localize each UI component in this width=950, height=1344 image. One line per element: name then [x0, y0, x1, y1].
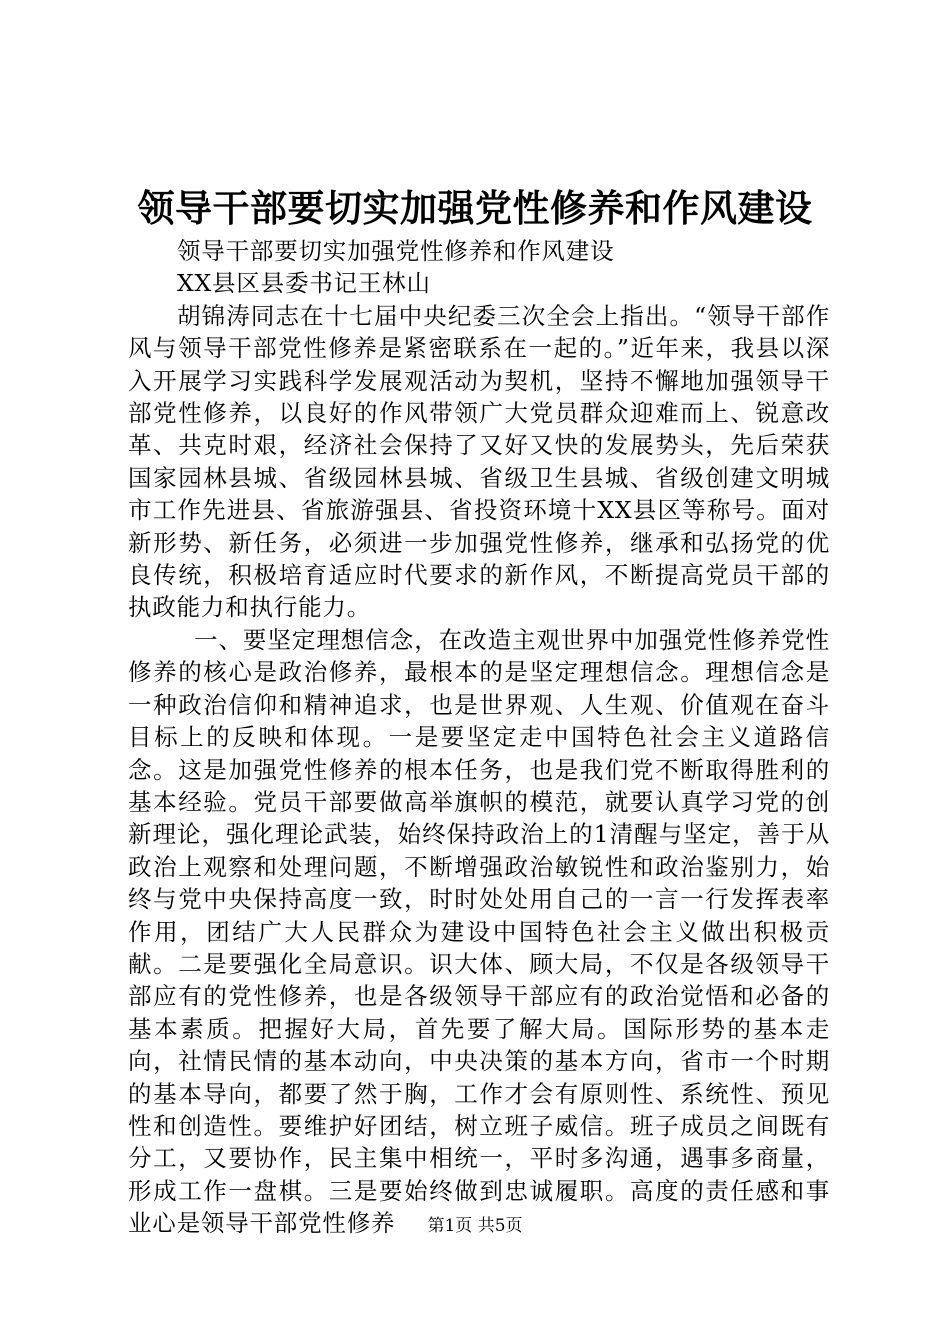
document-body — [128, 235, 830, 1240]
document-subtitle: 领导干部要切实加强党性修养和作风建设 — [177, 237, 615, 265]
body-paragraph-section-one: 一、要坚定理想信念，在改造主观世界中加强党性修养党性修养的核心是政治修养，最根本的是坚定理想信念。理想信念是一种政治信仰和精神追求，也是世界观、人生观、价值观在奋斗目标上的反映和体现。一是要坚定走中国特色社会主义道路信念。这是加强党性修养的根本任务，也是我们党不断取得胜利的基本经验。党员干部要做高举旗帜的模范，就要认真学习党的创新理论，强化理论武装，始终保持政治上的1清醒与坚定，善于从政治上观察和处理问题，不断增强政治敏锐性和政治鉴别力，始终与党中央保持高度一致，时时处处用自己的一言一行发挥表率作用，团结广大人民群众为建设中国特色社会主义做出积极贡献。二是要强化全局意识。识大体、顾大局，不仅是各级领导干部应有的党性修养，也是各级领导干部应有的政治觉悟和必备的基本素质。把握好大局，首先要了解大局。国际形势的基本走向，社情民情的基本动向，中央决策的基本方向，省市一个时期的基本导向，都要了然于胸，工作才会有原则性、系统性、预见性和创造性。要维护好团结，树立班子威信。班子成员之间既有分工，又要协作，民主集中相统一，平时多沟通，遇事多商量，形成工作一盘棋。三是要始终做到忠诚履职。高度的责任感和事业心是领导干部党性修养 — [128, 625, 830, 1238]
page-footer: 第1页 共5页 — [427, 1216, 523, 1236]
body-paragraph-intro: 胡锦涛同志在十七届中央纪委三次全会上指出。“领导干部作风与领导干部党性修养是紧密联系在一起的。”近年来，我县以深入开展学习实践科学发展观活动为契机，坚持不懈地加强领导干部党性修养，以良好的作风带领广大党员群众迎难而上、锐意改革、共克时艰，经济社会保持了又好又快的发展势头，先后荣获国家园林县城、省级园林县城、省级卫生县城、省级创建文明城市工作先进县、省旅游强县、省投资环境十XX县区等称号。面对新形势、新任务，必须进一步加强党性修养，继承和弘扬党的优良传统，积极培育适应时代要求的新作风，不断提高党员干部的执政能力和执行能力。 — [128, 301, 830, 622]
document-author: XX县区县委书记王林山 — [177, 269, 431, 298]
document-title: 领导干部要切实加强党性修养和作风建设 — [137, 186, 813, 230]
